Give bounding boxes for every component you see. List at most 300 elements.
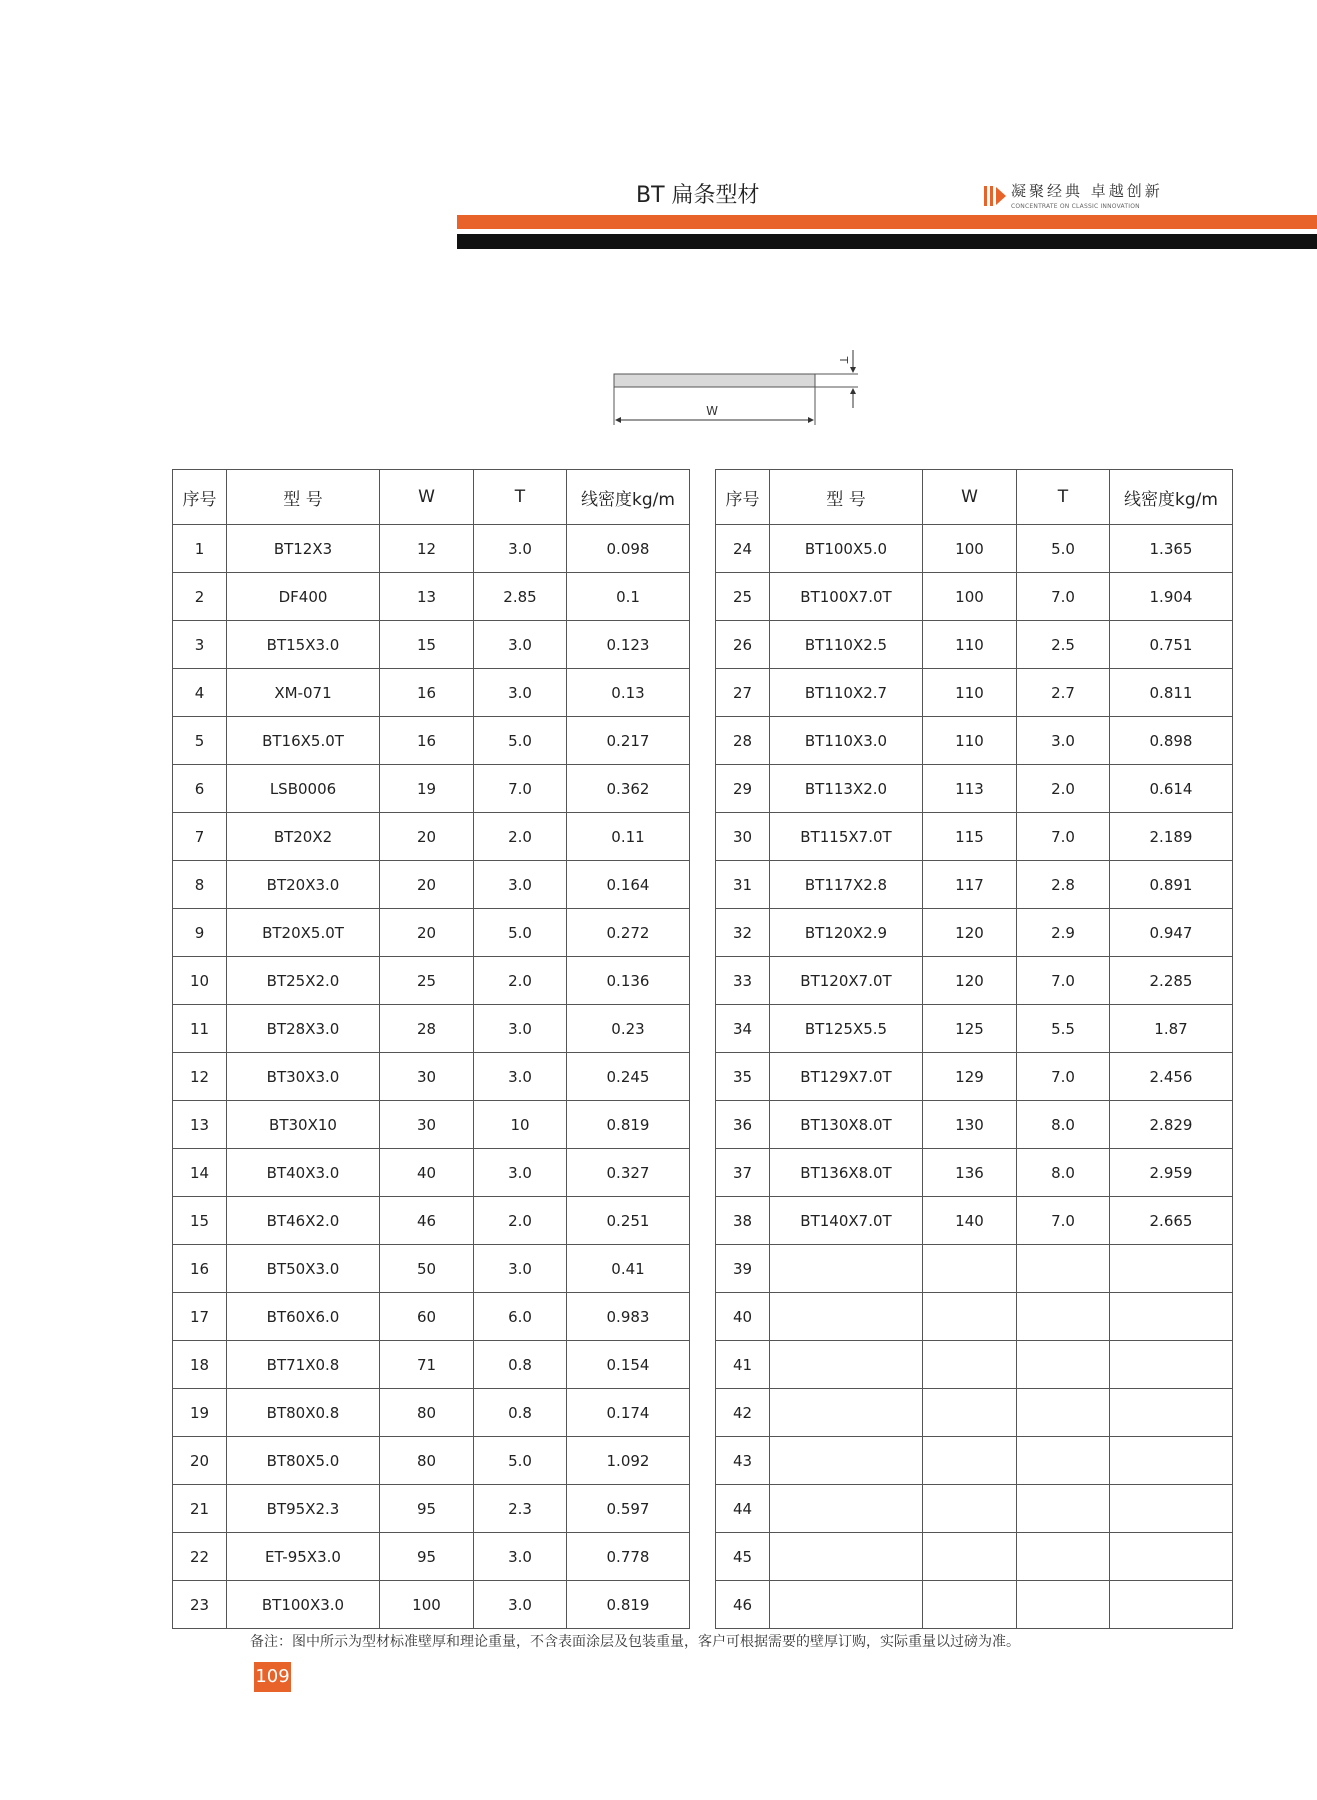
cell-linear-density: 0.362 xyxy=(567,765,690,813)
cell-no: 38 xyxy=(716,1197,770,1245)
cell-linear-density xyxy=(1110,1245,1233,1293)
cell-thickness: 2.0 xyxy=(474,813,567,861)
cell-thickness: 7.0 xyxy=(1017,1197,1110,1245)
cell-no: 21 xyxy=(173,1485,227,1533)
cell-width: 129 xyxy=(923,1053,1017,1101)
cell-thickness: 10 xyxy=(474,1101,567,1149)
table-row xyxy=(716,1197,1233,1245)
header-black-bar xyxy=(457,234,1317,249)
cell-linear-density xyxy=(1110,1341,1233,1389)
table-row xyxy=(173,909,690,957)
cell-linear-density: 0.614 xyxy=(1110,765,1233,813)
cell-no: 4 xyxy=(173,669,227,717)
cell-no: 16 xyxy=(173,1245,227,1293)
cell-thickness: 3.0 xyxy=(474,1533,567,1581)
cell-no: 25 xyxy=(716,573,770,621)
cell-thickness: 3.0 xyxy=(474,1149,567,1197)
slogan-english: CONCENTRATE ON CLASSIC INNOVATION xyxy=(1011,203,1140,210)
table-row xyxy=(716,669,1233,717)
cell-no: 22 xyxy=(173,1533,227,1581)
cell-thickness: 7.0 xyxy=(474,765,567,813)
cell-no: 37 xyxy=(716,1149,770,1197)
table-row xyxy=(173,1293,690,1341)
cell-model: BT125X5.5 xyxy=(770,1005,923,1053)
cell-linear-density xyxy=(1110,1533,1233,1581)
cell-width xyxy=(923,1245,1017,1293)
table-row xyxy=(716,1053,1233,1101)
cell-width: 20 xyxy=(380,861,474,909)
cell-model: BT30X10 xyxy=(227,1101,380,1149)
cell-model: BT130X8.0T xyxy=(770,1101,923,1149)
cell-width: 60 xyxy=(380,1293,474,1341)
table-row xyxy=(716,1437,1233,1485)
cell-thickness: 6.0 xyxy=(474,1293,567,1341)
cell-thickness: 2.0 xyxy=(1017,765,1110,813)
cell-thickness: 2.85 xyxy=(474,573,567,621)
cell-thickness: 5.0 xyxy=(474,909,567,957)
cell-thickness: 5.5 xyxy=(1017,1005,1110,1053)
table-row xyxy=(173,1341,690,1389)
table-row xyxy=(173,765,690,813)
cell-model: ET-95X3.0 xyxy=(227,1533,380,1581)
cell-model: BT113X2.0 xyxy=(770,765,923,813)
cell-width: 110 xyxy=(923,669,1017,717)
table-row xyxy=(716,573,1233,621)
cell-no: 9 xyxy=(173,909,227,957)
cell-linear-density: 2.665 xyxy=(1110,1197,1233,1245)
table-row xyxy=(716,1485,1233,1533)
header-no: 序号 xyxy=(173,470,227,525)
profile-bar-shape xyxy=(614,374,815,387)
cell-thickness: 3.0 xyxy=(474,621,567,669)
cell-no: 20 xyxy=(173,1437,227,1485)
table-header-row xyxy=(173,470,690,525)
cell-thickness: 2.0 xyxy=(474,1197,567,1245)
cell-thickness: 2.9 xyxy=(1017,909,1110,957)
cell-linear-density xyxy=(1110,1437,1233,1485)
cell-no: 33 xyxy=(716,957,770,1005)
cell-no: 6 xyxy=(173,765,227,813)
table-header-row xyxy=(716,470,1233,525)
diagram-label-t: T xyxy=(837,356,850,364)
cell-width xyxy=(923,1293,1017,1341)
cell-model: BT60X6.0 xyxy=(227,1293,380,1341)
header-linear-density: 线密度kg/m xyxy=(567,470,690,525)
cell-width xyxy=(923,1533,1017,1581)
cell-linear-density: 1.904 xyxy=(1110,573,1233,621)
cell-model: BT20X3.0 xyxy=(227,861,380,909)
cell-no: 41 xyxy=(716,1341,770,1389)
cell-width: 113 xyxy=(923,765,1017,813)
cell-thickness: 7.0 xyxy=(1017,1053,1110,1101)
cell-model: BT100X7.0T xyxy=(770,573,923,621)
cell-width xyxy=(923,1341,1017,1389)
cell-linear-density: 0.13 xyxy=(567,669,690,717)
table-row xyxy=(173,621,690,669)
cell-no: 27 xyxy=(716,669,770,717)
cell-no: 40 xyxy=(716,1293,770,1341)
cell-thickness: 2.5 xyxy=(1017,621,1110,669)
cell-linear-density xyxy=(1110,1389,1233,1437)
cell-linear-density: 2.959 xyxy=(1110,1149,1233,1197)
cell-width: 140 xyxy=(923,1197,1017,1245)
cell-linear-density: 0.174 xyxy=(567,1389,690,1437)
page-number: 109 xyxy=(254,1662,291,1692)
cell-no: 31 xyxy=(716,861,770,909)
cell-width: 71 xyxy=(380,1341,474,1389)
table-row xyxy=(716,1341,1233,1389)
cell-no: 7 xyxy=(173,813,227,861)
header-no: 序号 xyxy=(716,470,770,525)
cell-thickness xyxy=(1017,1293,1110,1341)
table-row xyxy=(716,1533,1233,1581)
cell-width: 136 xyxy=(923,1149,1017,1197)
table-row xyxy=(716,813,1233,861)
cell-no: 35 xyxy=(716,1053,770,1101)
cell-model xyxy=(770,1533,923,1581)
cell-model: BT40X3.0 xyxy=(227,1149,380,1197)
cell-thickness: 3.0 xyxy=(474,861,567,909)
cell-linear-density: 0.272 xyxy=(567,909,690,957)
cell-width: 28 xyxy=(380,1005,474,1053)
cell-linear-density xyxy=(1110,1581,1233,1629)
cell-no: 12 xyxy=(173,1053,227,1101)
table-row xyxy=(173,1389,690,1437)
cell-width: 80 xyxy=(380,1389,474,1437)
cell-thickness xyxy=(1017,1437,1110,1485)
header-thickness: T xyxy=(1017,470,1110,525)
cell-thickness xyxy=(1017,1245,1110,1293)
cell-linear-density: 0.164 xyxy=(567,861,690,909)
cell-thickness: 0.8 xyxy=(474,1341,567,1389)
cell-thickness: 2.8 xyxy=(1017,861,1110,909)
cell-linear-density: 0.898 xyxy=(1110,717,1233,765)
cell-thickness: 5.0 xyxy=(474,1437,567,1485)
cell-linear-density: 0.245 xyxy=(567,1053,690,1101)
cell-thickness: 3.0 xyxy=(1017,717,1110,765)
cell-width: 115 xyxy=(923,813,1017,861)
cell-model xyxy=(770,1245,923,1293)
table-row xyxy=(173,1245,690,1293)
cell-model: DF400 xyxy=(227,573,380,621)
cell-model: BT15X3.0 xyxy=(227,621,380,669)
cell-linear-density: 1.092 xyxy=(567,1437,690,1485)
cell-model: BT95X2.3 xyxy=(227,1485,380,1533)
cell-linear-density: 2.829 xyxy=(1110,1101,1233,1149)
cell-linear-density: 0.136 xyxy=(567,957,690,1005)
cell-no: 1 xyxy=(173,525,227,573)
cell-thickness xyxy=(1017,1485,1110,1533)
table-row xyxy=(173,813,690,861)
cell-linear-density xyxy=(1110,1293,1233,1341)
cell-no: 18 xyxy=(173,1341,227,1389)
cell-model: XM-071 xyxy=(227,669,380,717)
cell-no: 10 xyxy=(173,957,227,1005)
cell-model: BT20X2 xyxy=(227,813,380,861)
cell-linear-density: 1.365 xyxy=(1110,525,1233,573)
cell-thickness: 2.0 xyxy=(474,957,567,1005)
cell-width: 12 xyxy=(380,525,474,573)
cell-no: 36 xyxy=(716,1101,770,1149)
cell-model: BT117X2.8 xyxy=(770,861,923,909)
cell-model: BT80X5.0 xyxy=(227,1437,380,1485)
cell-thickness: 3.0 xyxy=(474,1053,567,1101)
cell-model: BT30X3.0 xyxy=(227,1053,380,1101)
table-row xyxy=(716,621,1233,669)
cell-model: BT129X7.0T xyxy=(770,1053,923,1101)
spec-table-left xyxy=(172,469,690,1629)
cell-linear-density: 2.456 xyxy=(1110,1053,1233,1101)
cell-no: 39 xyxy=(716,1245,770,1293)
cell-linear-density xyxy=(1110,1485,1233,1533)
cell-width: 95 xyxy=(380,1485,474,1533)
cell-thickness: 7.0 xyxy=(1017,813,1110,861)
cell-width: 40 xyxy=(380,1149,474,1197)
cell-no: 3 xyxy=(173,621,227,669)
table-row xyxy=(173,1533,690,1581)
header-linear-density: 线密度kg/m xyxy=(1110,470,1233,525)
cell-width: 16 xyxy=(380,669,474,717)
cell-thickness: 2.7 xyxy=(1017,669,1110,717)
cell-linear-density: 0.811 xyxy=(1110,669,1233,717)
brand-slogan xyxy=(984,180,1163,210)
cell-model: BT16X5.0T xyxy=(227,717,380,765)
cell-thickness: 5.0 xyxy=(1017,525,1110,573)
table-row xyxy=(173,1053,690,1101)
cell-thickness xyxy=(1017,1389,1110,1437)
table-row xyxy=(716,717,1233,765)
cell-linear-density: 0.1 xyxy=(567,573,690,621)
cell-thickness xyxy=(1017,1581,1110,1629)
cell-no: 17 xyxy=(173,1293,227,1341)
cell-width xyxy=(923,1581,1017,1629)
profile-diagram xyxy=(600,348,880,428)
slogan-chinese: 凝聚经典 卓越创新 xyxy=(1011,182,1163,200)
header-width: W xyxy=(923,470,1017,525)
cell-thickness: 8.0 xyxy=(1017,1101,1110,1149)
cell-no: 8 xyxy=(173,861,227,909)
cell-thickness: 3.0 xyxy=(474,525,567,573)
cell-width: 16 xyxy=(380,717,474,765)
cell-width xyxy=(923,1485,1017,1533)
cell-model xyxy=(770,1485,923,1533)
cell-thickness: 7.0 xyxy=(1017,573,1110,621)
spec-table-right xyxy=(715,469,1233,1629)
cell-thickness: 8.0 xyxy=(1017,1149,1110,1197)
cell-linear-density: 0.819 xyxy=(567,1101,690,1149)
cell-model: BT46X2.0 xyxy=(227,1197,380,1245)
cell-model: BT80X0.8 xyxy=(227,1389,380,1437)
cell-model: BT20X5.0T xyxy=(227,909,380,957)
cell-linear-density: 1.87 xyxy=(1110,1005,1233,1053)
cell-model: BT12X3 xyxy=(227,525,380,573)
header-model: 型 号 xyxy=(770,470,923,525)
table-row xyxy=(173,573,690,621)
cell-linear-density: 0.751 xyxy=(1110,621,1233,669)
cell-no: 11 xyxy=(173,1005,227,1053)
cell-linear-density: 0.327 xyxy=(567,1149,690,1197)
cell-thickness: 3.0 xyxy=(474,669,567,717)
cell-no: 44 xyxy=(716,1485,770,1533)
cell-linear-density: 0.098 xyxy=(567,525,690,573)
cell-model xyxy=(770,1437,923,1485)
table-row xyxy=(173,525,690,573)
table-row xyxy=(716,765,1233,813)
cell-linear-density: 0.597 xyxy=(567,1485,690,1533)
cell-no: 2 xyxy=(173,573,227,621)
cell-no: 43 xyxy=(716,1437,770,1485)
cell-thickness: 7.0 xyxy=(1017,957,1110,1005)
table-row xyxy=(716,1293,1233,1341)
table-row xyxy=(173,1197,690,1245)
cell-model: BT50X3.0 xyxy=(227,1245,380,1293)
cell-no: 28 xyxy=(716,717,770,765)
cell-linear-density: 0.11 xyxy=(567,813,690,861)
table-row xyxy=(716,1101,1233,1149)
cell-width: 117 xyxy=(923,861,1017,909)
cell-linear-density: 0.154 xyxy=(567,1341,690,1389)
table-row xyxy=(716,525,1233,573)
table-row xyxy=(173,669,690,717)
cell-thickness: 3.0 xyxy=(474,1245,567,1293)
cell-thickness: 0.8 xyxy=(474,1389,567,1437)
table-row xyxy=(173,1149,690,1197)
cell-no: 45 xyxy=(716,1533,770,1581)
cell-width: 15 xyxy=(380,621,474,669)
table-row xyxy=(173,1005,690,1053)
cell-width: 30 xyxy=(380,1101,474,1149)
cell-thickness xyxy=(1017,1341,1110,1389)
cell-model: BT28X3.0 xyxy=(227,1005,380,1053)
cell-width: 110 xyxy=(923,621,1017,669)
header-orange-bar xyxy=(457,215,1317,229)
cell-no: 15 xyxy=(173,1197,227,1245)
cell-width: 120 xyxy=(923,909,1017,957)
cell-thickness: 5.0 xyxy=(474,717,567,765)
cell-width xyxy=(923,1389,1017,1437)
diagram-label-w: W xyxy=(706,404,718,418)
cell-width: 100 xyxy=(380,1581,474,1629)
cell-linear-density: 2.189 xyxy=(1110,813,1233,861)
cell-width: 100 xyxy=(923,525,1017,573)
cell-linear-density: 0.819 xyxy=(567,1581,690,1629)
cell-no: 23 xyxy=(173,1581,227,1629)
cell-no: 42 xyxy=(716,1389,770,1437)
cell-width: 19 xyxy=(380,765,474,813)
table-row xyxy=(716,1581,1233,1629)
cell-width: 95 xyxy=(380,1533,474,1581)
cell-linear-density: 0.891 xyxy=(1110,861,1233,909)
cell-linear-density: 0.983 xyxy=(567,1293,690,1341)
cell-model: BT110X2.5 xyxy=(770,621,923,669)
cell-width: 13 xyxy=(380,573,474,621)
cell-thickness: 3.0 xyxy=(474,1581,567,1629)
cell-width: 130 xyxy=(923,1101,1017,1149)
cell-width: 110 xyxy=(923,717,1017,765)
table-row xyxy=(716,1149,1233,1197)
cell-no: 13 xyxy=(173,1101,227,1149)
cell-linear-density: 0.41 xyxy=(567,1245,690,1293)
cell-linear-density: 0.217 xyxy=(567,717,690,765)
table-row xyxy=(716,957,1233,1005)
cell-model xyxy=(770,1581,923,1629)
cell-width: 50 xyxy=(380,1245,474,1293)
cell-no: 26 xyxy=(716,621,770,669)
cell-width: 25 xyxy=(380,957,474,1005)
cell-linear-density: 0.947 xyxy=(1110,909,1233,957)
cell-linear-density: 0.23 xyxy=(567,1005,690,1053)
cell-no: 32 xyxy=(716,909,770,957)
table-row xyxy=(173,1437,690,1485)
cell-width: 125 xyxy=(923,1005,1017,1053)
footnote: 备注：图中所示为型材标准壁厚和理论重量，不含表面涂层及包装重量，客户可根据需要的壁厚订购，实际重量以过磅为准。 xyxy=(250,1634,1020,1650)
cell-model: BT110X3.0 xyxy=(770,717,923,765)
table-row xyxy=(173,1581,690,1629)
cell-width: 20 xyxy=(380,813,474,861)
table-row xyxy=(173,1101,690,1149)
cell-model: BT71X0.8 xyxy=(227,1341,380,1389)
cell-no: 30 xyxy=(716,813,770,861)
cell-no: 29 xyxy=(716,765,770,813)
cell-thickness: 2.3 xyxy=(474,1485,567,1533)
cell-no: 14 xyxy=(173,1149,227,1197)
cell-model: BT110X2.7 xyxy=(770,669,923,717)
header-model: 型 号 xyxy=(227,470,380,525)
cell-no: 34 xyxy=(716,1005,770,1053)
table-row xyxy=(716,1245,1233,1293)
cell-model: BT115X7.0T xyxy=(770,813,923,861)
cell-width: 100 xyxy=(923,573,1017,621)
cell-no: 5 xyxy=(173,717,227,765)
cell-width: 20 xyxy=(380,909,474,957)
cell-no: 19 xyxy=(173,1389,227,1437)
cell-width: 80 xyxy=(380,1437,474,1485)
cell-model xyxy=(770,1389,923,1437)
cell-model: BT140X7.0T xyxy=(770,1197,923,1245)
table-row xyxy=(173,861,690,909)
cell-linear-density: 2.285 xyxy=(1110,957,1233,1005)
table-row xyxy=(173,717,690,765)
cell-width: 30 xyxy=(380,1053,474,1101)
table-row xyxy=(716,1389,1233,1437)
header-thickness: T xyxy=(474,470,567,525)
cell-no: 24 xyxy=(716,525,770,573)
page-title: BT 扁条型材 xyxy=(636,183,760,208)
cell-width: 120 xyxy=(923,957,1017,1005)
cell-model: BT120X2.9 xyxy=(770,909,923,957)
cell-width: 46 xyxy=(380,1197,474,1245)
cell-model: BT136X8.0T xyxy=(770,1149,923,1197)
cell-linear-density: 0.251 xyxy=(567,1197,690,1245)
cell-model: BT100X3.0 xyxy=(227,1581,380,1629)
cell-width xyxy=(923,1437,1017,1485)
cell-model xyxy=(770,1293,923,1341)
cell-thickness: 3.0 xyxy=(474,1005,567,1053)
table-row xyxy=(173,957,690,1005)
table-row xyxy=(716,861,1233,909)
cell-model: LSB0006 xyxy=(227,765,380,813)
table-row xyxy=(716,1005,1233,1053)
header-width: W xyxy=(380,470,474,525)
cell-no: 46 xyxy=(716,1581,770,1629)
cell-linear-density: 0.778 xyxy=(567,1533,690,1581)
table-row xyxy=(173,1485,690,1533)
table-row xyxy=(716,909,1233,957)
cell-model: BT120X7.0T xyxy=(770,957,923,1005)
cell-thickness xyxy=(1017,1533,1110,1581)
cell-model xyxy=(770,1341,923,1389)
cell-model: BT100X5.0 xyxy=(770,525,923,573)
